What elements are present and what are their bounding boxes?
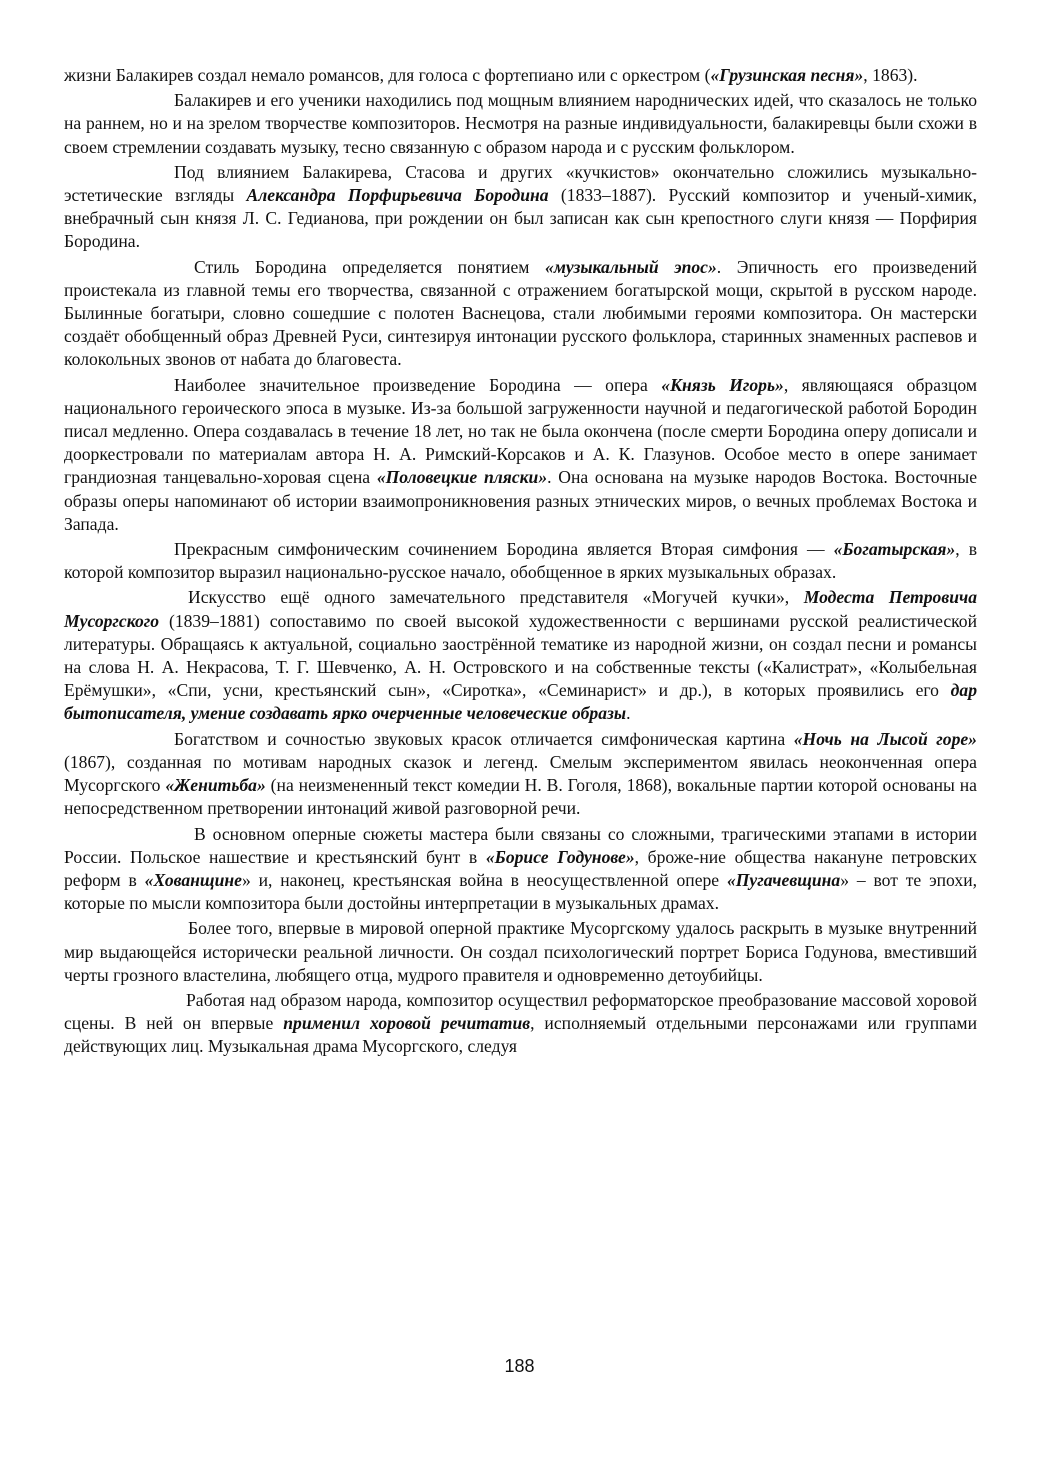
paragraph-boris-godunov — [64, 917, 977, 987]
emphasis-term: применил хоровой речитатив — [283, 1013, 531, 1034]
text-run: , 1863). — [863, 65, 918, 85]
text-run: . — [626, 703, 631, 724]
text-run: . Эпичность его произведений проистекала из главной темы его творчества, связанной с отражением богатырской мощи, скрытой в русском народе. Былинные богатыри, словно сошедшие с полотен Васнецова, стали любимыми героями композитора. Он мастерски создаёт обобщенный образ Древней Руси, синтезируя интонации русского фольклора, старинных знаменных распевов и колокольных звонов от набата до благовеста. — [64, 256, 978, 370]
emphasis-term: «Богатырская» — [833, 539, 956, 560]
emphasis-term: «Князь Игорь» — [661, 374, 784, 395]
paragraph-second-symphony — [64, 538, 977, 584]
emphasis-term: «Грузинская песня» — [710, 65, 864, 85]
paragraph-mussorgsky-intro — [64, 586, 977, 725]
page-body — [64, 64, 977, 1059]
text-run: Богатством и сочностью звуковых красок отличается симфоническая картина — [174, 728, 794, 749]
text-run: Стиль Бородина определяется понятием — [194, 256, 546, 277]
text-run: (на неизмененный текст комедии Н. В. Гоголя, 1868), вокальные партии которой основаны на непосредственном претворении интонаций живой разговорной речи. — [64, 775, 977, 819]
text-run: Прекрасным симфоническим сочинением Бородина является Вторая симфония — — [174, 539, 834, 560]
paragraph-borodin-style — [64, 256, 977, 372]
emphasis-term: «Пугачевщина — [726, 869, 841, 890]
paragraph-choral-recitative — [64, 989, 977, 1059]
text-run: , являющаяся образцом национального героического эпоса в музыке. Из-за большой загруженности научной и педагогической работой Бородин писал медленно. Опера создавалась в течение 18 лет, но так не была окончена (после смерти Бородина оперу дописали и дооркестровали по материалам автора Н. А. Римский-Корсаков и А. К. Глазунов. Особое место в опере занимает грандиозная танцевально-хоровая сцена — [64, 374, 977, 488]
text-run: , исполняемый отдельными персонажами или группами действующих лиц. Музыкальная драма Мусоргского, следуя — [64, 1013, 977, 1057]
page-number: 188 — [504, 1356, 535, 1376]
text-run: . Она основана на музыке народов Востока. Восточные образы оперы напоминают об истории взаимопроникновения разных этнических миров, о вечных проблемах Востока и Запада. — [64, 467, 978, 534]
paragraph-continuation — [64, 64, 977, 87]
text-run: (1839–1881) сопоставимо по своей высокой художественности с вершинами русской реалистической литературы. Обращаясь к актуальной, социально заострённой тематике из народной жизни, он создал песни и романсы на слова Н. А. Некрасова, Т. Г. Шевченко, А. Н. Островского и на собственные тексты («Калистрат», «Колыбельная Ерёмушки», «Спи, усни, крестьянский сын», «Сиротка», «Семинарист» и др.), в которых проявились его — [64, 610, 977, 701]
text-run: , броже-ние общества накануне петровских реформ в — [64, 846, 977, 890]
text-run: Искусство ещё одного замечательного представителя «Могучей кучки», — [188, 587, 804, 608]
text-run: Более того, впервые в мировой оперной практике Мусоргскому удалось раскрыть в музыке внутренний мир выдающейся исторически реальной личности. Он создал психологический портрет Бориса Годунова, вместивший черты грозного властелина, любящего отца, мудрого правителя и одновременно детоубийцы. — [64, 918, 977, 985]
text-run: Балакирев и его ученики находились под мощным влиянием народнических идей, что сказалось не только на раннем, но и на зрелом творчестве композиторов. Несмотря на разные индивидуальности, балакиревцы были схожи в своем стремлении создавать музыку, тесно связанную с образом народа и с русским фольклором. — [64, 90, 977, 157]
text-run: » и, наконец, крестьянская война в неосуществленной опере — [241, 869, 727, 890]
paragraph-night-bald-mountain — [64, 728, 977, 821]
text-run: Работая над образом народа, композитор осуществил реформаторское преобразование массовой хоровой сцены. В ней он впервые — [64, 989, 977, 1034]
text-run: » – вот те эпохи, которые по мысли композитора были достойны интерпретации в музыкальных драмах. — [64, 869, 978, 914]
emphasis-term: Александра Порфирьевича Бородина — [246, 185, 549, 206]
text-run: Под влиянием Балакирева, Стасова и других «кучкистов» окончательно сложились музыкально-эстетические взгляды — [64, 161, 977, 206]
text-run: В основном оперные сюжеты мастера были связаны со сложными, трагическими этапами в истории России. Польское нашествие и крестьянский бунт в — [64, 823, 977, 867]
paragraph-balakirev-students — [64, 89, 977, 159]
emphasis-term: дар бытописателя, умение создавать ярко очерченные человеческие образы — [64, 680, 977, 724]
text-run: , в которой композитор выразил национально-русское начало, обобщенное в ярких музыкальных образах. — [64, 539, 978, 583]
text-run: (1867), созданная по мотивам народных сказок и легенд. Смелым экспериментом явилась неоконченная опера Мусоргского — [64, 751, 977, 796]
emphasis-term: «Хованщине — [144, 869, 242, 890]
paragraph-opera-plots — [64, 823, 977, 916]
text-run: жизни Балакирев создал немало романсов, для голоса с фортепиано или с оркестром ( — [64, 65, 711, 85]
emphasis-term: «Женитьба» — [165, 775, 266, 796]
paragraph-prince-igor — [64, 374, 977, 536]
emphasis-term: «Борисе Годунове» — [485, 846, 635, 867]
emphasis-term: «Половецкие пляски» — [376, 467, 548, 488]
emphasis-term: Модеста Петровича Мусоргского — [64, 587, 978, 631]
text-run: Наиболее значительное произведение Бородина — опера — [174, 374, 662, 395]
emphasis-term: «музыкальный эпос» — [545, 256, 717, 277]
emphasis-term: «Ночь на Лысой горе» — [793, 728, 977, 749]
paragraph-borodin-intro — [64, 161, 977, 254]
text-run: (1833–1887). Русский композитор и ученый-химик, внебрачный сын князя Л. С. Гедианова, при рождении он был записан как сын крепостного слуги князя — Порфирия Бородина. — [64, 185, 977, 252]
